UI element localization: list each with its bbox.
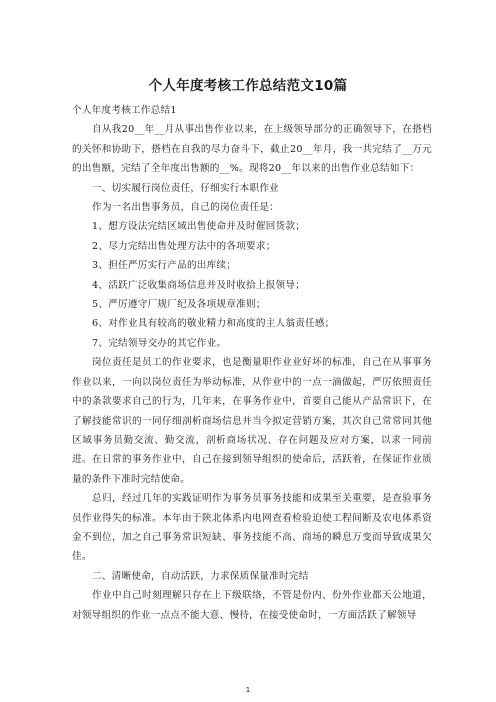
list-item: 5、严厉遵守厂规厂纪及各项规章准则； xyxy=(92,299,266,311)
section-heading: 一、切实履行岗位责任，仔细实行本职作业 xyxy=(92,182,280,194)
section-heading: 个人年度考核工作总结1 xyxy=(72,105,177,116)
paragraph: 作业中自己时刻理解只存在上下级联络，不管是份内、份外作业都天公地道，对领导组织的作业一点点不能大意、慢待，在接受使命时，一方面活跃了解领导 xyxy=(72,590,432,621)
section-heading: 二、清晰使命，自动活跃，力求保质保量准时完结 xyxy=(92,570,309,582)
list-item: 1、想方设法完结区域出售使命并及时催回货款； xyxy=(92,221,306,233)
document-body xyxy=(72,101,432,625)
page-number: 1 xyxy=(245,686,251,694)
list-item: 4、活跃广泛收集商场信息并及时收拾上报领导； xyxy=(92,279,306,291)
list-item: 3、担任严厉实行产品的出库续； xyxy=(92,260,237,272)
paragraph: 岗位责任是员工的作业要求，也是衡量职作业业好坏的标准，自己在从事事务作业以来，一向以岗位责任为举动标准，从作业中的一点一滴做起，严厉依照责任中的条款要求自己的行为，几年来，在事务作业中，首要自己能从产品常识下，在了解技能常识的一同仔细剖析商场信息并当今拟定营销方案，其次自己常常同其他区域事务员勤交流、勤交流，剖析商场状况、存在问题及应对方案，以求一同前进。在日常的事务作业中，自己在接到领导组织的使命后，活跃着，在保证作业质量的条件下准时完结使命。 xyxy=(72,357,432,485)
paragraph: 自从我20__年__月从事出售作业以来，在上级领导部分的正确领导下，在搭档的关怀和协助下，搭档在自我的尽力奋斗下，截止20__年月，我一共完结了__万元的出售额，完结了全年度出售额的__%。现将20__年以来的出售作业总结如下： xyxy=(72,124,432,175)
list-item: 2、尽力完结出售处理方法中的各项要求； xyxy=(92,240,276,252)
document-title: 个人年度考核工作总结范文10篇 xyxy=(148,78,348,94)
paragraph: 作为一名出售事务员，自己的岗位责任是： xyxy=(92,202,280,214)
list-item: 7、完结领导交办的其它作业。 xyxy=(92,337,227,349)
paragraph: 总归，经过几年的实践证明作为事务员事务技能和成果至关重要，是查验事务员作业得失的标准。本年由于陕北体系内电网查看检验迫使工程间断及农电体系资金不到位，加之自己事务常识短缺、事务技能不高、商场的瞬息万变而导致成果欠佳。 xyxy=(72,493,432,563)
list-item: 6、对作业具有较高的敬业精力和高度的主人翁责任感； xyxy=(92,318,335,330)
